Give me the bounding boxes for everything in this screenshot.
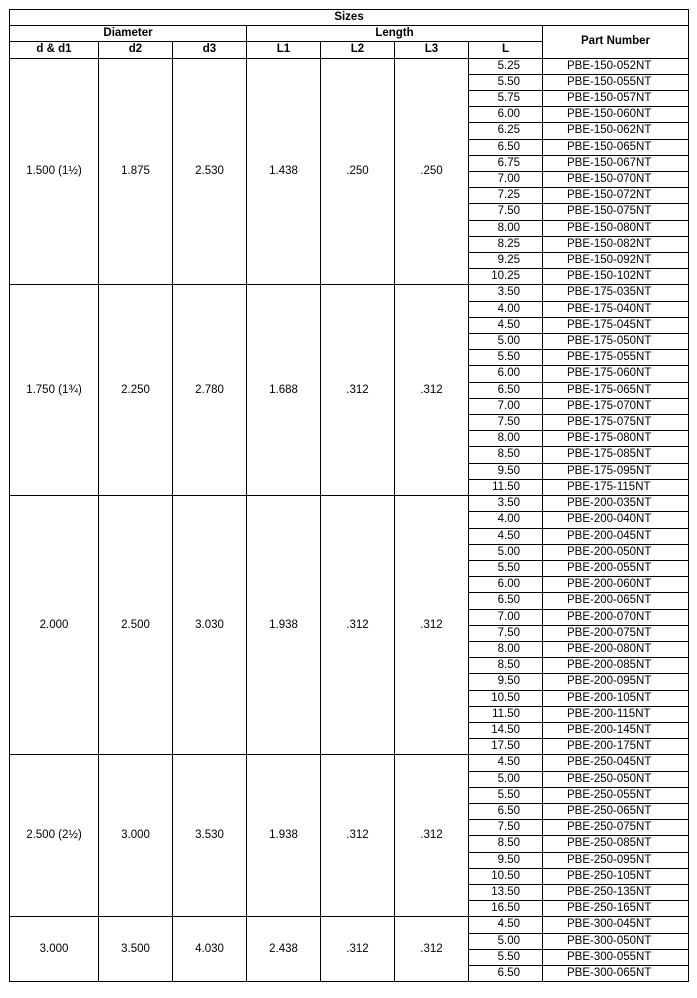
cell-part-number: PBE-200-040NT bbox=[543, 512, 689, 528]
cell-length-l: 16.50 bbox=[469, 901, 543, 917]
cell-part-number: PBE-150-080NT bbox=[543, 220, 689, 236]
cell-part-number: PBE-175-060NT bbox=[543, 366, 689, 382]
cell-length-l: 5.50 bbox=[469, 74, 543, 90]
column-header-d3: d3 bbox=[173, 42, 247, 58]
cell-part-number: PBE-200-095NT bbox=[543, 674, 689, 690]
cell-l1: 1.938 bbox=[247, 496, 321, 755]
cell-length-l: 6.50 bbox=[469, 965, 543, 981]
cell-length-l: 6.00 bbox=[469, 366, 543, 382]
cell-length-l: 5.50 bbox=[469, 560, 543, 576]
column-header-l: L bbox=[469, 42, 543, 58]
cell-part-number: PBE-200-070NT bbox=[543, 609, 689, 625]
table-row bbox=[10, 917, 689, 933]
cell-part-number: PBE-175-055NT bbox=[543, 350, 689, 366]
cell-length-l: 6.25 bbox=[469, 123, 543, 139]
cell-length-l: 17.50 bbox=[469, 739, 543, 755]
cell-l3: .312 bbox=[395, 496, 469, 755]
cell-d2: 3.000 bbox=[99, 755, 173, 917]
cell-length-l: 4.00 bbox=[469, 512, 543, 528]
cell-length-l: 7.00 bbox=[469, 398, 543, 414]
cell-part-number: PBE-175-115NT bbox=[543, 479, 689, 495]
cell-part-number: PBE-200-075NT bbox=[543, 625, 689, 641]
cell-length-l: 6.50 bbox=[469, 593, 543, 609]
cell-l2: .250 bbox=[321, 58, 395, 285]
cell-part-number: PBE-250-065NT bbox=[543, 803, 689, 819]
cell-part-number: PBE-200-085NT bbox=[543, 658, 689, 674]
cell-part-number: PBE-200-045NT bbox=[543, 528, 689, 544]
cell-length-l: 4.00 bbox=[469, 301, 543, 317]
cell-part-number: PBE-150-060NT bbox=[543, 107, 689, 123]
cell-length-l: 9.25 bbox=[469, 253, 543, 269]
cell-part-number: PBE-250-085NT bbox=[543, 836, 689, 852]
cell-length-l: 5.00 bbox=[469, 544, 543, 560]
cell-length-l: 4.50 bbox=[469, 317, 543, 333]
cell-l1: 2.438 bbox=[247, 917, 321, 982]
column-header-l3: L3 bbox=[395, 42, 469, 58]
cell-d3: 2.530 bbox=[173, 58, 247, 285]
cell-length-l: 14.50 bbox=[469, 722, 543, 738]
cell-length-l: 5.00 bbox=[469, 933, 543, 949]
cell-l3: .312 bbox=[395, 285, 469, 496]
cell-part-number: PBE-175-050NT bbox=[543, 334, 689, 350]
cell-d-d1: 1.500 (1½) bbox=[10, 58, 99, 285]
cell-length-l: 5.50 bbox=[469, 949, 543, 965]
cell-length-l: 8.00 bbox=[469, 641, 543, 657]
cell-part-number: PBE-175-065NT bbox=[543, 382, 689, 398]
cell-part-number: PBE-150-067NT bbox=[543, 155, 689, 171]
cell-part-number: PBE-300-045NT bbox=[543, 917, 689, 933]
cell-l1: 1.938 bbox=[247, 755, 321, 917]
cell-part-number: PBE-200-035NT bbox=[543, 496, 689, 512]
cell-part-number: PBE-175-085NT bbox=[543, 447, 689, 463]
cell-part-number: PBE-250-050NT bbox=[543, 771, 689, 787]
cell-length-l: 8.50 bbox=[469, 658, 543, 674]
cell-length-l: 3.50 bbox=[469, 496, 543, 512]
cell-length-l: 9.50 bbox=[469, 852, 543, 868]
cell-part-number: PBE-150-102NT bbox=[543, 269, 689, 285]
cell-d3: 3.030 bbox=[173, 496, 247, 755]
cell-l2: .312 bbox=[321, 917, 395, 982]
cell-part-number: PBE-150-055NT bbox=[543, 74, 689, 90]
cell-part-number: PBE-175-045NT bbox=[543, 317, 689, 333]
cell-part-number: PBE-200-060NT bbox=[543, 577, 689, 593]
cell-part-number: PBE-250-165NT bbox=[543, 901, 689, 917]
cell-length-l: 10.25 bbox=[469, 269, 543, 285]
cell-part-number: PBE-200-115NT bbox=[543, 706, 689, 722]
cell-part-number: PBE-175-075NT bbox=[543, 415, 689, 431]
cell-length-l: 7.50 bbox=[469, 820, 543, 836]
column-header-d2: d2 bbox=[99, 42, 173, 58]
cell-part-number: PBE-200-175NT bbox=[543, 739, 689, 755]
cell-length-l: 8.00 bbox=[469, 220, 543, 236]
cell-l2: .312 bbox=[321, 496, 395, 755]
table-row bbox=[10, 755, 689, 771]
cell-l3: .312 bbox=[395, 755, 469, 917]
cell-part-number: PBE-300-050NT bbox=[543, 933, 689, 949]
cell-part-number: PBE-300-065NT bbox=[543, 965, 689, 981]
cell-part-number: PBE-150-070NT bbox=[543, 172, 689, 188]
cell-length-l: 4.50 bbox=[469, 528, 543, 544]
cell-part-number: PBE-200-050NT bbox=[543, 544, 689, 560]
cell-d2: 1.875 bbox=[99, 58, 173, 285]
cell-part-number: PBE-175-080NT bbox=[543, 431, 689, 447]
cell-l1: 1.438 bbox=[247, 58, 321, 285]
cell-length-l: 5.00 bbox=[469, 771, 543, 787]
cell-length-l: 6.00 bbox=[469, 577, 543, 593]
cell-part-number: PBE-150-057NT bbox=[543, 91, 689, 107]
cell-l3: .312 bbox=[395, 917, 469, 982]
cell-part-number: PBE-250-135NT bbox=[543, 884, 689, 900]
cell-part-number: PBE-200-055NT bbox=[543, 560, 689, 576]
diameter-group-header: Diameter bbox=[10, 26, 247, 42]
cell-part-number: PBE-150-065NT bbox=[543, 139, 689, 155]
cell-length-l: 11.50 bbox=[469, 479, 543, 495]
cell-length-l: 5.50 bbox=[469, 787, 543, 803]
cell-length-l: 8.50 bbox=[469, 836, 543, 852]
cell-length-l: 10.50 bbox=[469, 868, 543, 884]
column-header-l2: L2 bbox=[321, 42, 395, 58]
cell-part-number: PBE-250-045NT bbox=[543, 755, 689, 771]
cell-length-l: 5.00 bbox=[469, 334, 543, 350]
cell-length-l: 7.00 bbox=[469, 609, 543, 625]
cell-length-l: 7.50 bbox=[469, 204, 543, 220]
length-group-header: Length bbox=[247, 26, 543, 42]
cell-part-number: PBE-200-080NT bbox=[543, 641, 689, 657]
cell-part-number: PBE-150-052NT bbox=[543, 58, 689, 74]
cell-length-l: 9.50 bbox=[469, 463, 543, 479]
cell-length-l: 8.50 bbox=[469, 447, 543, 463]
cell-d-d1: 2.500 (2½) bbox=[10, 755, 99, 917]
cell-part-number: PBE-250-095NT bbox=[543, 852, 689, 868]
cell-part-number: PBE-150-092NT bbox=[543, 253, 689, 269]
cell-d3: 2.780 bbox=[173, 285, 247, 496]
cell-d-d1: 2.000 bbox=[10, 496, 99, 755]
cell-d2: 2.250 bbox=[99, 285, 173, 496]
cell-l2: .312 bbox=[321, 285, 395, 496]
cell-length-l: 5.25 bbox=[469, 58, 543, 74]
cell-length-l: 6.50 bbox=[469, 803, 543, 819]
cell-length-l: 6.50 bbox=[469, 382, 543, 398]
table-row bbox=[10, 496, 689, 512]
table-title: Sizes bbox=[10, 10, 689, 26]
cell-part-number: PBE-250-055NT bbox=[543, 787, 689, 803]
table-row bbox=[10, 58, 689, 74]
cell-length-l: 4.50 bbox=[469, 755, 543, 771]
cell-length-l: 7.50 bbox=[469, 415, 543, 431]
cell-length-l: 7.50 bbox=[469, 625, 543, 641]
cell-part-number: PBE-200-105NT bbox=[543, 690, 689, 706]
cell-part-number: PBE-175-070NT bbox=[543, 398, 689, 414]
cell-length-l: 9.50 bbox=[469, 674, 543, 690]
cell-l3: .250 bbox=[395, 58, 469, 285]
cell-length-l: 6.75 bbox=[469, 155, 543, 171]
cell-length-l: 4.50 bbox=[469, 917, 543, 933]
cell-length-l: 7.00 bbox=[469, 172, 543, 188]
sizes-table bbox=[9, 9, 689, 982]
cell-d-d1: 3.000 bbox=[10, 917, 99, 982]
cell-length-l: 5.50 bbox=[469, 350, 543, 366]
cell-length-l: 11.50 bbox=[469, 706, 543, 722]
cell-length-l: 7.25 bbox=[469, 188, 543, 204]
cell-part-number: PBE-300-055NT bbox=[543, 949, 689, 965]
cell-part-number: PBE-200-065NT bbox=[543, 593, 689, 609]
cell-part-number: PBE-250-075NT bbox=[543, 820, 689, 836]
cell-part-number: PBE-175-035NT bbox=[543, 285, 689, 301]
cell-part-number: PBE-250-105NT bbox=[543, 868, 689, 884]
cell-part-number: PBE-175-040NT bbox=[543, 301, 689, 317]
cell-l2: .312 bbox=[321, 755, 395, 917]
cell-d-d1: 1.750 (1¾) bbox=[10, 285, 99, 496]
cell-part-number: PBE-150-082NT bbox=[543, 236, 689, 252]
cell-length-l: 8.00 bbox=[469, 431, 543, 447]
column-header-d-d1: d & d1 bbox=[10, 42, 99, 58]
cell-length-l: 5.75 bbox=[469, 91, 543, 107]
cell-length-l: 6.00 bbox=[469, 107, 543, 123]
part-number-header: Part Number bbox=[543, 26, 689, 58]
cell-part-number: PBE-150-072NT bbox=[543, 188, 689, 204]
cell-d3: 4.030 bbox=[173, 917, 247, 982]
cell-part-number: PBE-175-095NT bbox=[543, 463, 689, 479]
table-body bbox=[10, 58, 689, 982]
cell-length-l: 13.50 bbox=[469, 884, 543, 900]
cell-length-l: 8.25 bbox=[469, 236, 543, 252]
column-header-l1: L1 bbox=[247, 42, 321, 58]
cell-d3: 3.530 bbox=[173, 755, 247, 917]
cell-l1: 1.688 bbox=[247, 285, 321, 496]
cell-d2: 2.500 bbox=[99, 496, 173, 755]
cell-length-l: 6.50 bbox=[469, 139, 543, 155]
cell-length-l: 10.50 bbox=[469, 690, 543, 706]
cell-part-number: PBE-150-075NT bbox=[543, 204, 689, 220]
cell-d2: 3.500 bbox=[99, 917, 173, 982]
cell-part-number: PBE-200-145NT bbox=[543, 722, 689, 738]
cell-length-l: 3.50 bbox=[469, 285, 543, 301]
cell-part-number: PBE-150-062NT bbox=[543, 123, 689, 139]
table-row bbox=[10, 285, 689, 301]
